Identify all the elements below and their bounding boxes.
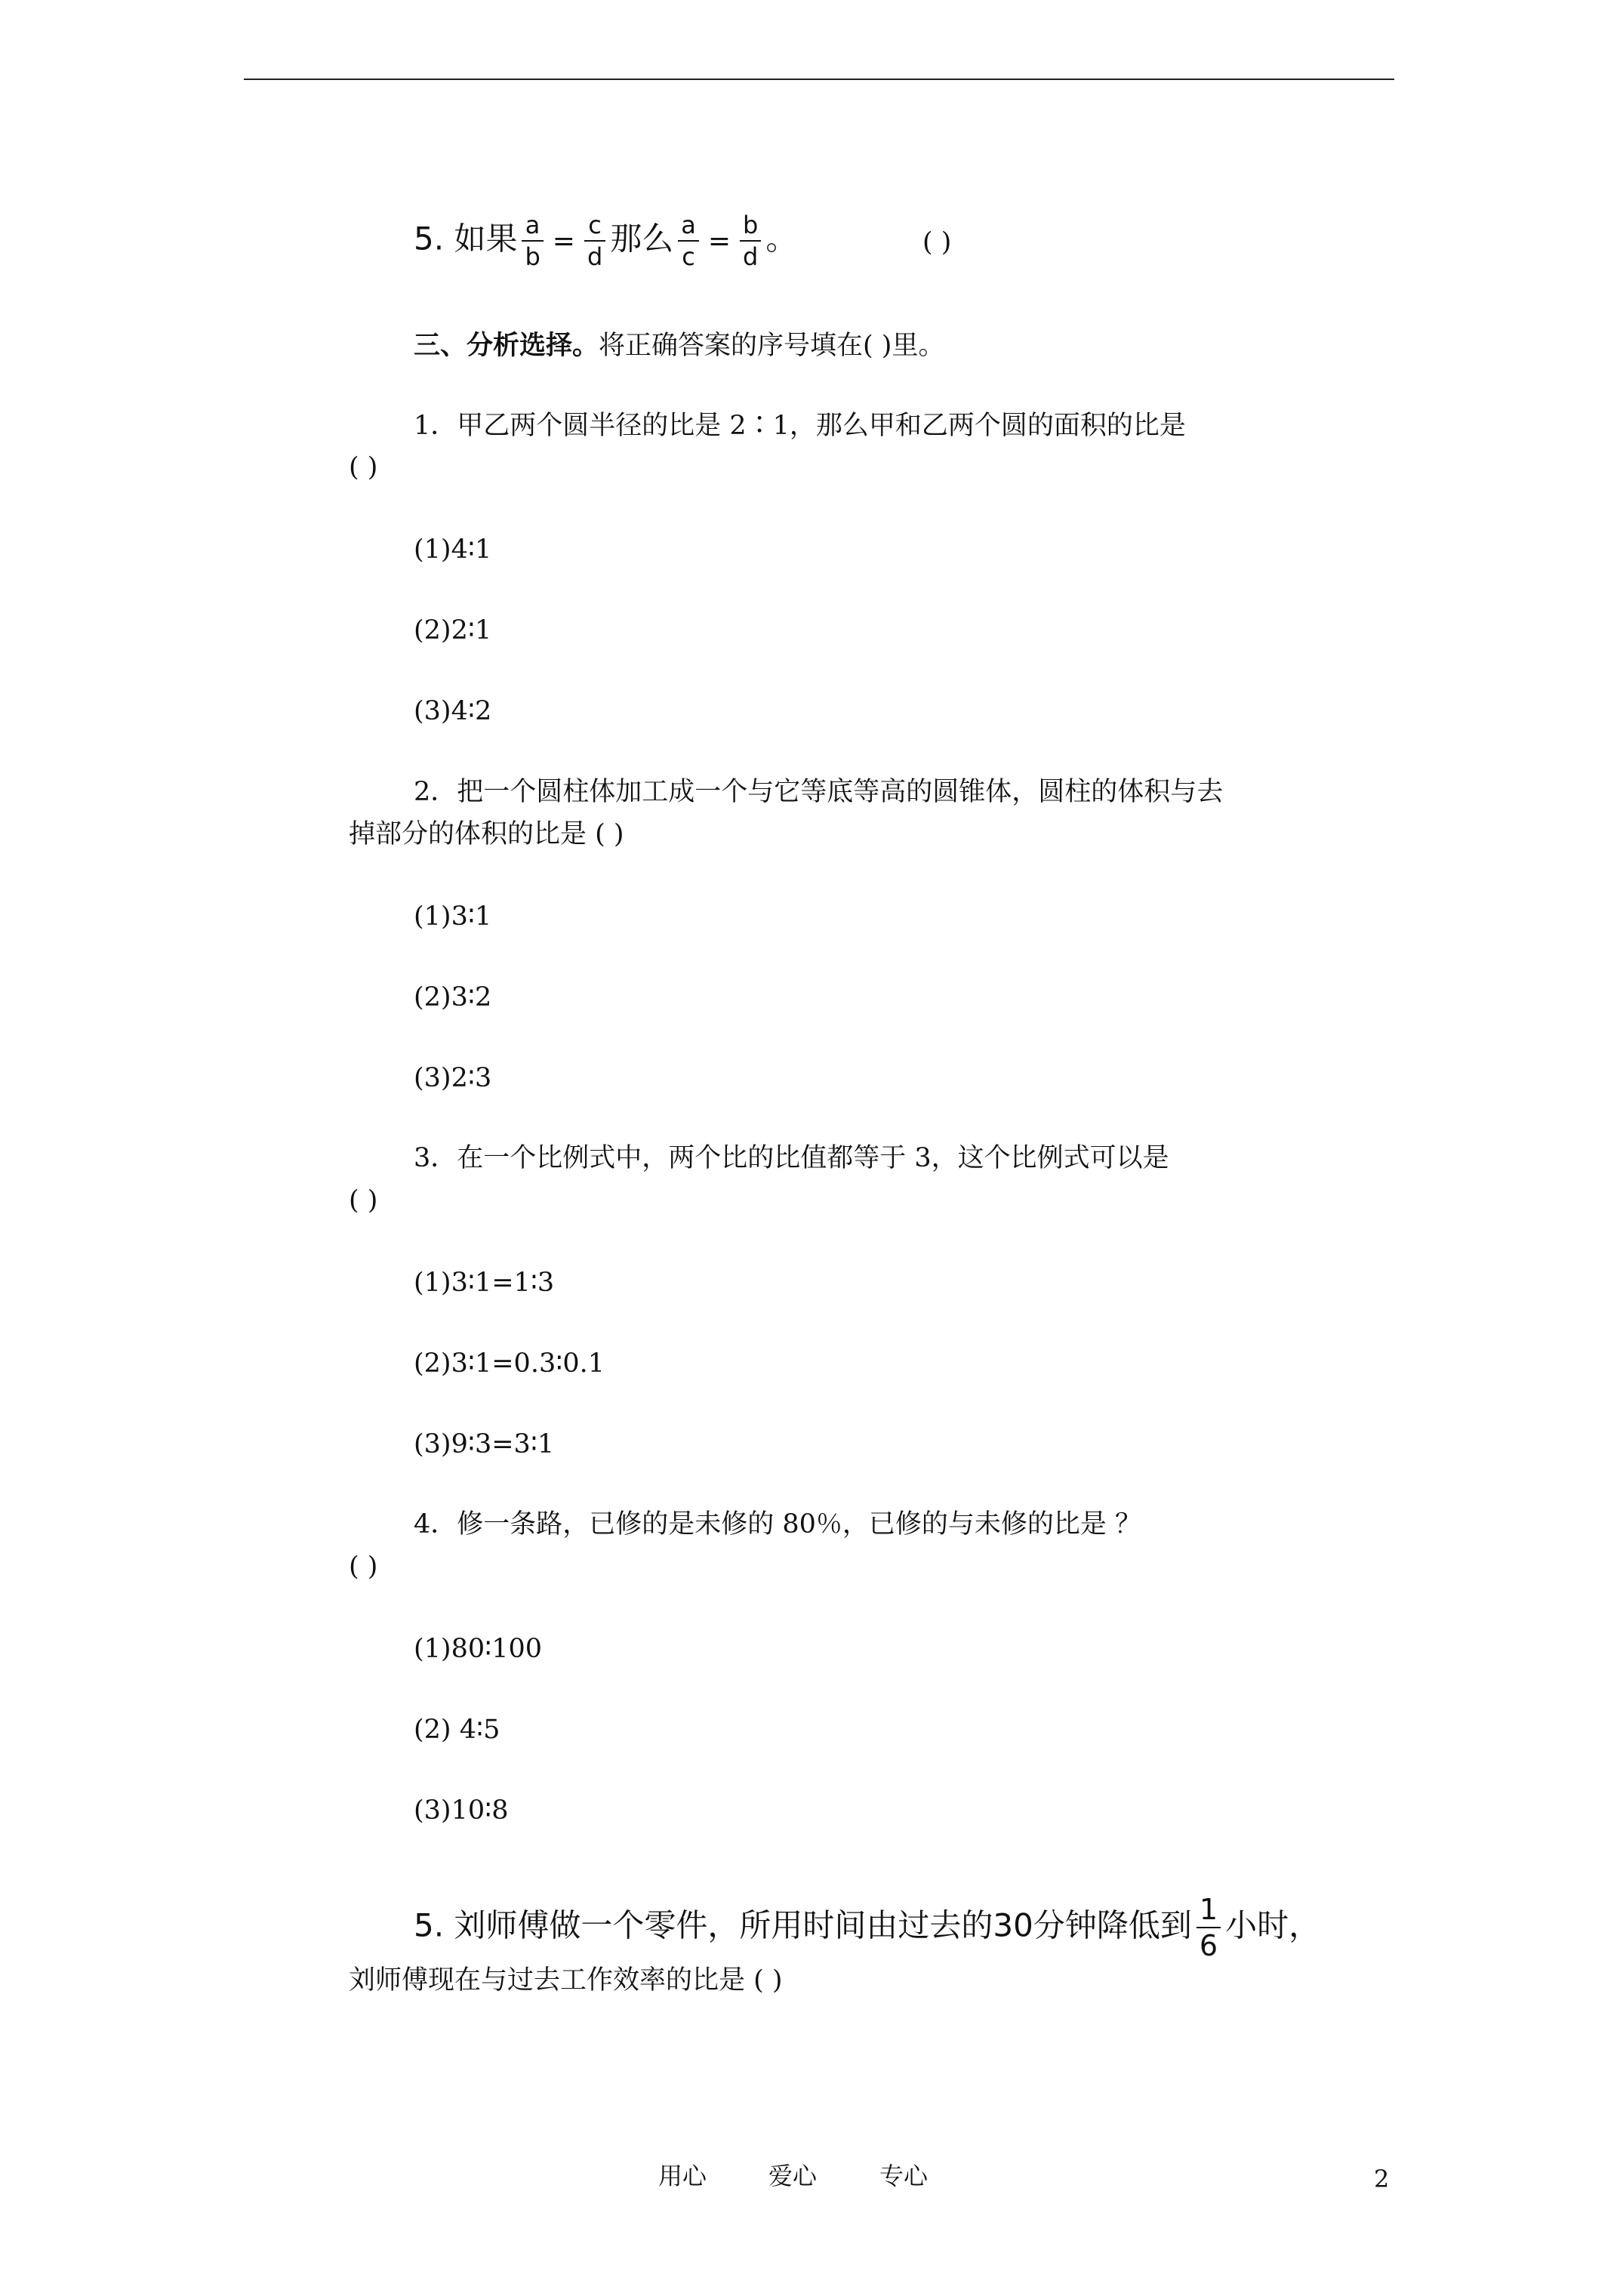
question-1-option-1[interactable]: (1)4∶1 — [414, 535, 492, 565]
tf-q5-text-if: 如果 — [454, 220, 518, 257]
question-4-answer-blank[interactable]: ( ) — [349, 1552, 378, 1582]
question-2-option-1[interactable]: (1)3∶1 — [414, 901, 492, 932]
tf-q5-text-then: 那么 — [610, 220, 674, 257]
fraction-denominator: c — [682, 242, 695, 271]
fraction-numerator: 1 — [1199, 1893, 1218, 1926]
tf-question-5 — [414, 213, 797, 269]
question-1-text: 1．甲乙两个圆半径的比是 2∶1，那么甲和乙两个圆的面积的比是 — [414, 411, 1186, 441]
question-1-answer-blank[interactable]: ( ) — [349, 452, 378, 482]
question-5-text — [414, 1895, 1320, 1960]
equals-sign: = — [552, 225, 575, 257]
tf-q5-answer-blank[interactable]: ( ) — [922, 227, 952, 257]
fraction-numerator: b — [743, 211, 759, 239]
fraction-a-over-c — [678, 213, 699, 269]
question-5-text-before: 5. 刘师傅做一个零件，所用时间由过去的30分钟降低到 — [414, 1906, 1192, 1944]
fraction-numerator: a — [525, 211, 540, 239]
fraction-denominator: d — [587, 242, 603, 271]
question-2-option-2[interactable]: (2)3∶2 — [414, 982, 492, 1012]
question-4-option-2[interactable]: (2) 4∶5 — [414, 1715, 500, 1745]
fraction-c-over-d — [584, 213, 605, 269]
question-4-text: 4．修一条路，已修的是未修的 80％，已修的与未修的比是 ？ — [414, 1509, 1142, 1539]
question-3-option-1[interactable]: (1)3∶1=1∶3 — [414, 1268, 555, 1298]
fraction-bar — [678, 240, 699, 242]
fraction-bar — [584, 240, 605, 242]
fraction-denominator: 6 — [1199, 1929, 1218, 1962]
question-2-text-continued: 掉部分的体积的比是 ( ) — [349, 819, 624, 849]
fraction-a-over-b — [522, 213, 543, 269]
question-2-text: 2．把一个圆柱体加工成一个与它等底等高的圆锥体，圆柱的体积与去 — [414, 777, 1224, 807]
question-3-option-3[interactable]: (3)9∶3=3∶1 — [414, 1429, 555, 1459]
question-3-answer-blank[interactable]: ( ) — [349, 1185, 378, 1216]
question-5-text-after: 小时， — [1225, 1906, 1321, 1944]
fraction-one-sixth — [1196, 1895, 1221, 1960]
section-3-title: 三、分析选择。 — [414, 330, 599, 361]
question-3-option-2[interactable]: (2)3∶1=0.3∶0.1 — [414, 1348, 605, 1379]
fraction-numerator: c — [588, 211, 602, 239]
question-1-option-3[interactable]: (3)4∶2 — [414, 696, 492, 726]
fraction-denominator: d — [743, 242, 759, 271]
fraction-b-over-d — [740, 213, 761, 269]
question-4-option-3[interactable]: (3)10∶8 — [414, 1795, 509, 1826]
question-1-option-2[interactable]: (2)2∶1 — [414, 615, 492, 646]
header-rule — [244, 79, 1394, 80]
tf-q5-end: 。 — [765, 220, 798, 257]
fraction-denominator: b — [525, 242, 540, 271]
equals-sign: = — [707, 225, 731, 257]
fraction-bar — [1196, 1927, 1221, 1928]
question-5-text-continued: 刘师傅现在与过去工作效率的比是 ( ) — [349, 1965, 783, 1996]
fraction-bar — [522, 240, 543, 242]
question-2-option-3[interactable]: (3)2∶3 — [414, 1063, 492, 1093]
question-4-option-1[interactable]: (1)80∶100 — [414, 1634, 543, 1664]
tf-q5-number: 5. — [414, 220, 445, 257]
footer-motto-3: 专心 — [879, 2162, 929, 2190]
footer-motto-1: 用心 — [658, 2162, 707, 2190]
footer-motto-2: 爱心 — [768, 2162, 818, 2190]
fraction-bar — [740, 240, 761, 242]
page-number: 2 — [1374, 2165, 1390, 2193]
section-3-instruction: 将正确答案的序号填在( )里。 — [599, 331, 945, 361]
section-3-heading — [414, 332, 944, 359]
fraction-numerator: a — [681, 211, 696, 239]
question-3-text: 3．在一个比例式中，两个比的比值都等于 3，这个比例式可以是 — [414, 1143, 1169, 1173]
